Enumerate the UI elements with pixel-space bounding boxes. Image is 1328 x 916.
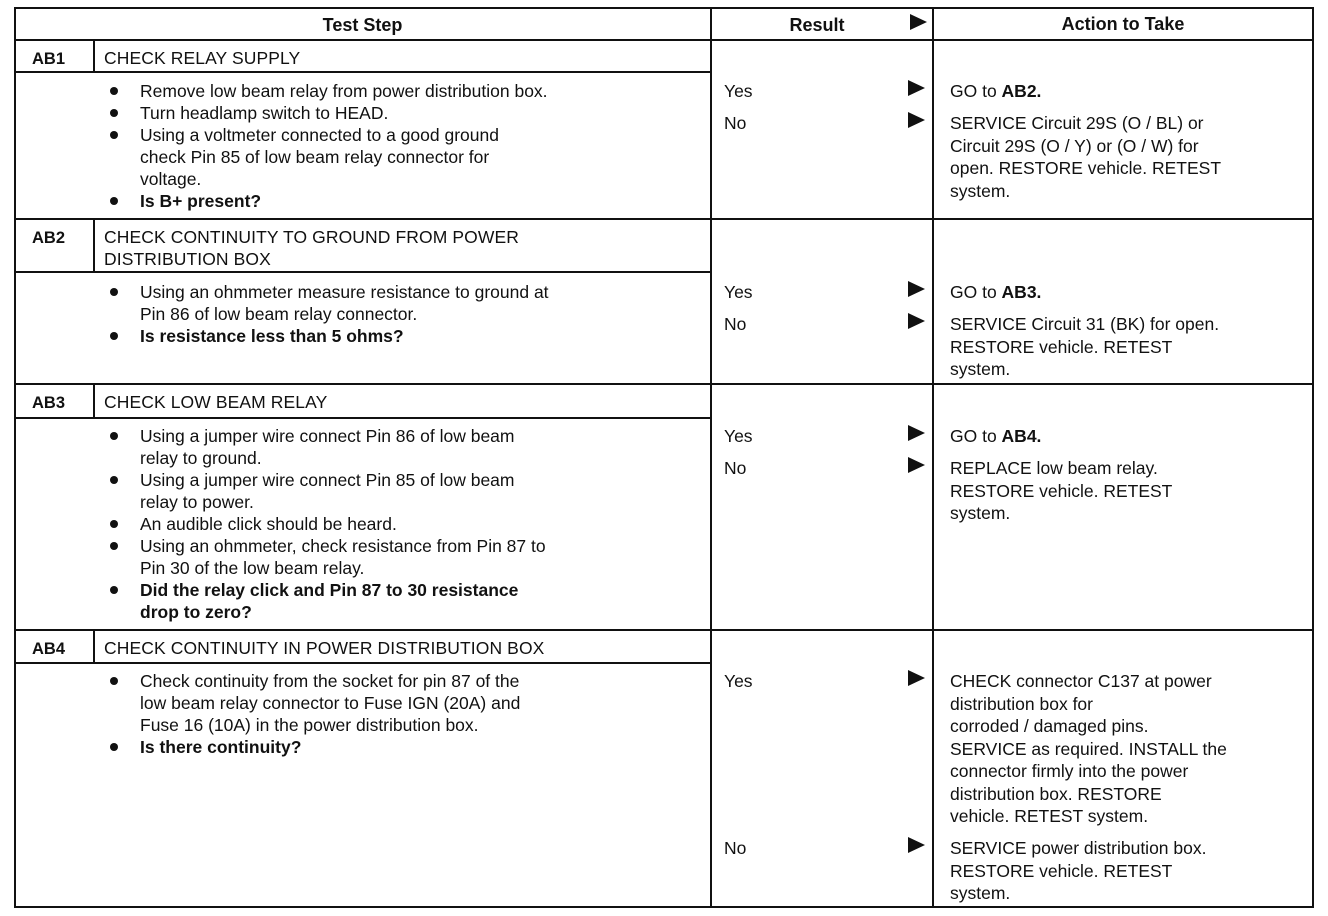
- arrow-icon: [908, 112, 925, 128]
- arrow-icon: [908, 425, 925, 441]
- result-ab4-yes: Yes: [724, 671, 753, 691]
- action-ab2-yes: GO to AB3.: [950, 282, 1042, 302]
- result-ab1-yes: Yes: [724, 81, 753, 101]
- result-ab4-no: No: [724, 838, 747, 858]
- question-item: Is resistance less than 5 ohms?: [100, 325, 549, 347]
- header-test-step: Test Step: [322, 15, 403, 35]
- header-result: Result: [789, 15, 845, 35]
- table-bottom-border: [14, 906, 1314, 908]
- arrow-icon: [908, 281, 925, 297]
- code-sep-ab3: [93, 385, 95, 418]
- instruction-item: Using a voltmeter connected to a good ground check Pin 85 of low beam relay connector for voltage.: [100, 124, 548, 190]
- instruction-item: Using a jumper wire connect Pin 86 of low beam relay to ground.: [100, 425, 546, 469]
- instruction-item: Check continuity from the socket for pin 87 of the low beam relay connector to Fuse IGN (20A) and Fuse 16 (10A) in the power distribution box.: [100, 670, 520, 736]
- step-code-ab2: AB2: [32, 229, 66, 247]
- result-ab1-no: No: [724, 113, 747, 133]
- table-top-border: [14, 7, 1314, 9]
- header-action: Action to Take: [1061, 14, 1185, 34]
- arrow-icon: [908, 457, 925, 473]
- question-item: Did the relay click and Pin 87 to 30 resistance drop to zero?: [100, 579, 546, 623]
- row-sep-ab1-ab2: [14, 218, 1314, 220]
- action-ab1-yes: GO to AB2.: [950, 81, 1042, 101]
- title-underline-ab3: [14, 417, 711, 419]
- step-code-ab3: AB3: [32, 394, 66, 412]
- result-ab3-yes: Yes: [724, 426, 753, 446]
- result-ab2-no: No: [724, 314, 747, 334]
- instruction-item: An audible click should be heard.: [100, 513, 546, 535]
- question-item: Is B+ present?: [100, 190, 548, 212]
- step-title-ab3: CHECK LOW BEAM RELAY: [104, 392, 328, 412]
- action-ab4-no: SERVICE power distribution box. RESTORE vehicle. RETEST system.: [950, 838, 1207, 903]
- instruction-item: Using a jumper wire connect Pin 85 of low beam relay to power.: [100, 469, 546, 513]
- arrow-icon: [908, 670, 925, 686]
- arrow-icon: [908, 837, 925, 853]
- col-sep-step-result: [710, 7, 712, 908]
- action-ab4-yes: CHECK connector C137 at power distribution box for corroded / damaged pins. SERVICE as required. INSTALL the connector firmly into the power distribution box. RESTORE vehicle. RETEST system.: [950, 671, 1227, 826]
- header-bottom-border: [14, 39, 1314, 41]
- action-ab1-no: SERVICE Circuit 29S (O / BL) or Circuit 29S (O / Y) or (O / W) for open. RESTORE vehicle. RETEST system.: [950, 113, 1222, 201]
- instruction-item: Using an ohmmeter measure resistance to ground at Pin 86 of low beam relay connector.: [100, 281, 549, 325]
- instruction-item: Turn headlamp switch to HEAD.: [100, 102, 548, 124]
- step-title-ab2: CHECK CONTINUITY TO GROUND FROM POWER DISTRIBUTION BOX: [104, 227, 519, 269]
- title-underline-ab1: [14, 71, 711, 73]
- instruction-item: Using an ohmmeter, check resistance from Pin 87 to Pin 30 of the low beam relay.: [100, 535, 546, 579]
- result-ab3-no: No: [724, 458, 747, 478]
- code-sep-ab2: [93, 220, 95, 272]
- header-arrow-icon: [910, 14, 927, 30]
- row-sep-ab2-ab3: [14, 383, 1314, 385]
- result-ab2-yes: Yes: [724, 282, 753, 302]
- col-sep-result-action: [932, 7, 934, 908]
- row-sep-ab3-ab4: [14, 629, 1314, 631]
- action-ab2-no: SERVICE Circuit 31 (BK) for open. RESTORE vehicle. RETEST system.: [950, 314, 1220, 379]
- table-left-border: [14, 7, 16, 908]
- instruction-item: Remove low beam relay from power distribution box.: [100, 80, 548, 102]
- instructions-ab1: [100, 80, 548, 212]
- step-title-ab1: CHECK RELAY SUPPLY: [104, 48, 301, 68]
- step-title-ab4: CHECK CONTINUITY IN POWER DISTRIBUTION BOX: [104, 638, 545, 658]
- code-sep-ab4: [93, 631, 95, 663]
- action-ab3-no: REPLACE low beam relay. RESTORE vehicle. RETEST system.: [950, 458, 1173, 523]
- instructions-ab2: [100, 281, 549, 347]
- step-code-ab4: AB4: [32, 640, 66, 658]
- step-code-ab1: AB1: [32, 50, 66, 68]
- code-sep-ab1: [93, 41, 95, 72]
- arrow-icon: [908, 313, 925, 329]
- title-underline-ab4: [14, 662, 711, 664]
- question-item: Is there continuity?: [100, 736, 520, 758]
- action-ab3-yes: GO to AB4.: [950, 426, 1042, 446]
- arrow-icon: [908, 80, 925, 96]
- instructions-ab4: [100, 670, 520, 758]
- instructions-ab3: [100, 425, 546, 623]
- table-right-border: [1312, 7, 1314, 908]
- title-underline-ab2: [14, 271, 711, 273]
